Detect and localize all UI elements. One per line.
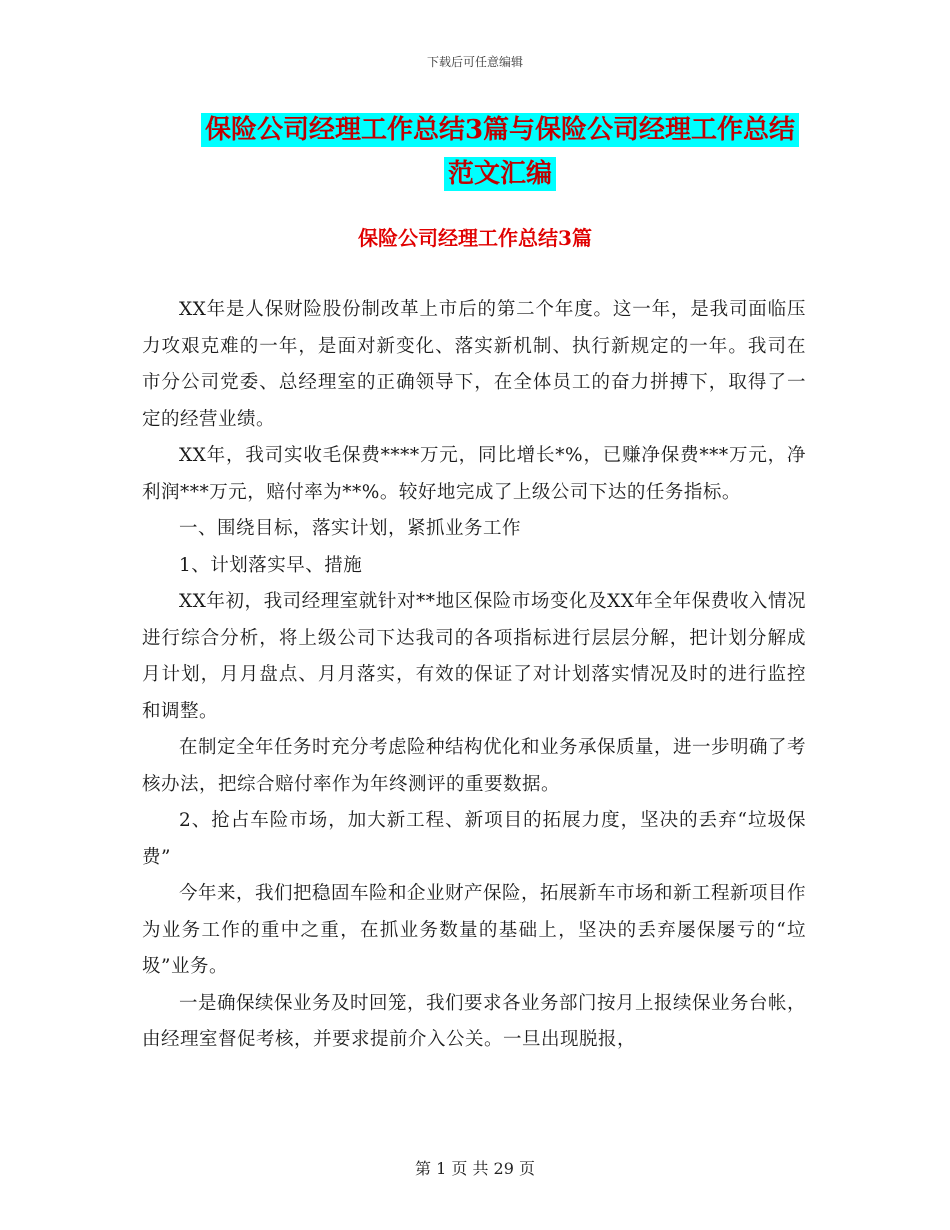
- paragraph-heading: 一、围绕目标，落实计划，紧抓业务工作: [179, 518, 522, 539]
- page-number: 第 1 页 共 29 页: [415, 1159, 535, 1178]
- document-title: [190, 108, 810, 196]
- paragraph: 在制定全年任务时充分考虑险种结构优化和业务承保质量，进一步明确了考核办法，把综合赔付率作为年终测评的重要数据。: [142, 737, 807, 795]
- paragraph: XX年是人保财险股份制改革上市后的第二个年度。这一年，是我司面临压力攻艰克难的一年，是面对新变化、落实新机制、执行新规定的一年。我司在市分公司党委、总经理室的正确领导下，在全体员工的奋力拼搏下，取得了一定的经营业绩。: [142, 299, 806, 430]
- paragraph: XX年初，我司经理室就针对**地区保险市场变化及XX年全年保费收入情况进行综合分析，将上级公司下达我司的各项指标进行层层分解，把计划分解成月计划，月月盘点、月月落实，有效的保证了对计划落实情况及时的进行监控和调整。: [142, 591, 806, 722]
- paragraph-subheading: 2、抢占车险市场，加大新工程、新项目的拓展力度，坚决的丢弃“垃圾保费”: [142, 810, 806, 868]
- page-header-note: 下载后可任意编辑: [426, 55, 523, 69]
- paragraph-subheading: 1、计划落实早、措施: [179, 554, 363, 576]
- document-body: [142, 292, 806, 1059]
- document-title-line-1: 保险公司经理工作总结3篇与保险公司经理工作总结: [201, 113, 799, 147]
- paragraph: 今年来，我们把稳固车险和企业财产保险，拓展新车市场和新工程新项目作为业务工作的重中之重，在抓业务数量的基础上，坚决的丢弃屡保屡亏的“垃圾”业务。: [142, 883, 807, 977]
- paragraph: XX年，我司实收毛保费****万元，同比增长*%，已赚净保费***万元，净利润***万元，赔付率为**%。较好地完成了上级公司下达的任务指标。: [142, 445, 806, 503]
- paragraph: 一是确保续保业务及时回笼，我们要求各业务部门按月上报续保业务台帐，由经理室督促考核，并要求提前介入公关。一旦出现脱报，: [142, 992, 807, 1050]
- section-title: 保险公司经理工作总结3篇: [358, 226, 592, 250]
- document-title-line-2: 范文汇编: [444, 157, 556, 191]
